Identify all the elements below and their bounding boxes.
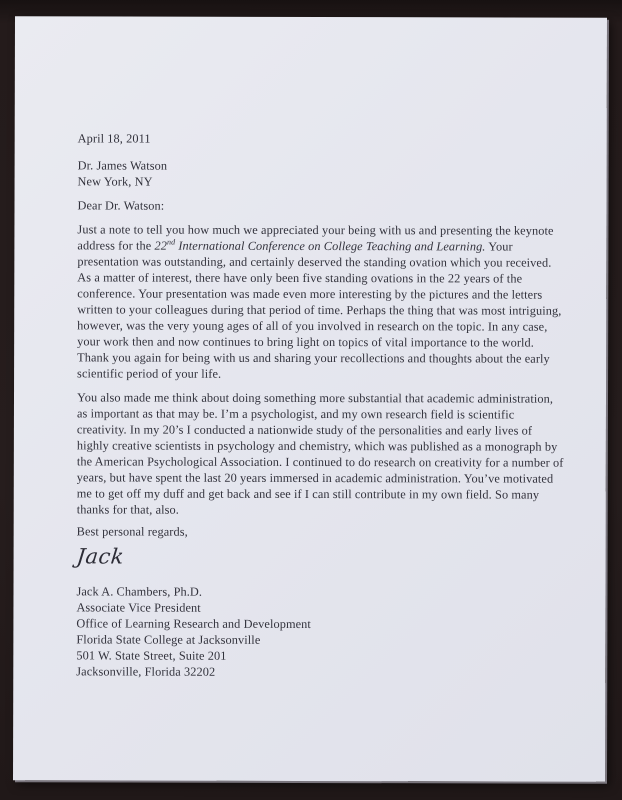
letter-line: conference. Your presentation was made even more interesting by the pictures and the letters [77,286,543,302]
signer-name: Jack A. Chambers, Ph.D. [76,584,203,599]
letter-line: however, was the very young ages of all of you involved in research on the topic. In any case, [77,318,548,334]
letter-content [13,16,607,681]
letter-line: me to get off my duff and get back and see if I can still contribute in my own field. So many [76,486,540,502]
letter-line: presentation was outstanding, and certainly deserved the standing ovation which you received. [77,254,552,270]
recipient-city: New York, NY [77,174,153,189]
signer-title: Associate Vice President [76,600,201,615]
ordinal-superscript: nd [166,237,176,247]
letter-line-conference-title [77,237,566,254]
letter-line: as important as that may be. I’m a psychologist, and my own research field is scientific [76,406,515,422]
letter-line: thanks for that, also. [76,502,179,517]
conference-number-italic: 22 [154,238,167,253]
paragraph-2 [77,389,566,518]
letter-line: years, but have spent the last 20 years immersed in academic administration. You’ve motivated [76,470,554,486]
conference-name-italic: International Conference on College Teaching and Learning. [175,238,486,254]
letter-line: Just a note to tell you how much we appreciated your being with us and presenting the keynote [77,222,554,238]
line-suffix: Your [485,239,513,254]
signature-handwritten: Jack [75,544,126,569]
letter-line: highly creative scientists in psychology and chemistry, which was published as a monograph by [76,438,558,454]
letter-line: your work then and now continues to bring light on topics of vital importance to the world. [77,334,535,350]
letter-line: the American Psychological Association. I continued to do research on creativity for a number of [76,454,564,470]
signer-street-address: 501 W. State Street, Suite 201 [76,648,227,663]
letter-line: creativity. In my 20’s I conducted a nationwide study of the personalities and early lives of [76,422,533,438]
letter-line: scientific period of your life. [77,366,222,381]
signer-department: Office of Learning Research and Development [76,616,311,632]
recipient-address [78,157,567,190]
letter-date: April 18, 2011 [77,131,151,146]
signer-city-state-zip: Jacksonville, Florida 32202 [76,664,216,679]
letter-paper [13,16,607,782]
paragraph-1 [77,221,566,382]
closing-line: Best personal regards, [76,524,188,539]
line-prefix: address for the [77,238,155,253]
signer-institution: Florida State College at Jacksonville [76,632,261,647]
letter-line: As a matter of interest, there have only been five standing ovations in the 22 years of the [77,270,523,286]
letter-line: Thank you again for being with us and sharing your recollections and thoughts about the early [77,350,550,366]
letter-line: You also made me think about doing something more substantial that academic administration, [76,390,554,406]
letter-line: written to your colleagues during that period of time. Perhaps the thing that was most intriguing, [77,302,562,318]
signature-block [76,583,565,680]
recipient-name: Dr. James Watson [77,158,168,173]
salutation: Dear Dr. Watson: [77,198,165,213]
